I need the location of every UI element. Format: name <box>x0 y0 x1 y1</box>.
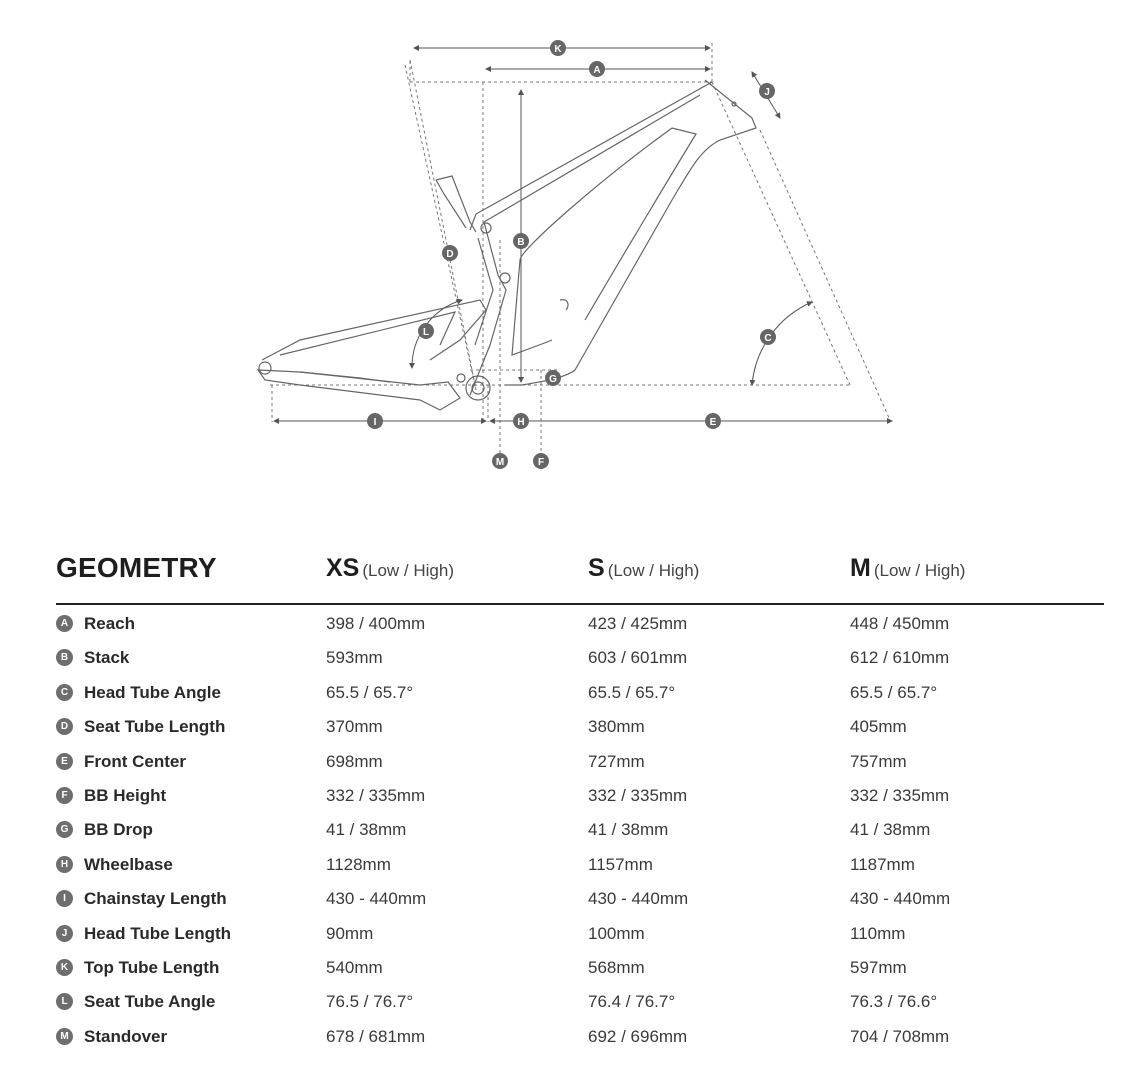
value-m: 448 / 450mm <box>850 614 950 633</box>
value-s: 727mm <box>588 751 645 771</box>
value-xs: 1128mm <box>326 854 391 874</box>
value-s: 65.5 / 65.7° <box>588 682 676 702</box>
row-label: Top Tube Length <box>84 957 220 977</box>
row-label: Stack <box>84 648 130 668</box>
row-label: Standover <box>84 1026 168 1046</box>
row-label: Chainstay Length <box>84 889 227 909</box>
row-label: BB Height <box>84 785 167 805</box>
table-row <box>56 812 1104 846</box>
letter-badge: L <box>56 993 73 1010</box>
value-s: 100mm <box>588 923 645 943</box>
table-row <box>56 606 1104 640</box>
value-m: 332 / 335mm <box>850 785 950 805</box>
marker-k <box>550 40 566 56</box>
value-xs: 41 / 38mm <box>326 820 407 840</box>
letter-badge: E <box>56 753 73 770</box>
letter-badge: A <box>56 615 73 632</box>
table-row <box>56 881 1104 915</box>
value-m: 704 / 708mm <box>850 1026 950 1046</box>
size-name: S <box>588 554 605 582</box>
marker-m <box>492 453 508 469</box>
letter-badge: D <box>56 718 73 735</box>
svg-text:M: M <box>495 457 505 468</box>
value-xs: 65.5 / 65.7° <box>326 682 414 702</box>
value-s: 380mm <box>588 717 645 737</box>
letter-badge: I <box>56 890 73 907</box>
value-s: 1157mm <box>588 854 653 874</box>
table-row <box>56 709 1104 743</box>
value-m: 1187mm <box>850 854 915 874</box>
geometry-table <box>56 606 1104 1053</box>
letter-badge: B <box>56 649 73 666</box>
row-label: Head Tube Angle <box>84 682 221 702</box>
value-xs: 678 / 681mm <box>326 1026 426 1046</box>
value-s: 76.4 / 76.7° <box>588 992 676 1012</box>
marker-a <box>589 61 605 77</box>
marker-g <box>545 370 561 386</box>
row-label: Front Center <box>84 751 186 771</box>
value-s: 568mm <box>588 957 645 977</box>
size-name: M <box>850 554 871 582</box>
marker-b <box>513 233 529 249</box>
geometry-table-header <box>56 552 1104 604</box>
frame-drawing <box>0 0 1134 500</box>
row-label: Reach <box>84 614 136 633</box>
value-s: 332 / 335mm <box>588 785 688 805</box>
size-header-m <box>850 554 965 583</box>
svg-text:A: A <box>593 65 601 76</box>
value-s: 603 / 601mm <box>588 648 688 668</box>
table-row <box>56 744 1104 778</box>
size-name: XS <box>326 554 360 582</box>
svg-text:H: H <box>517 417 525 428</box>
letter-badge: J <box>56 925 73 942</box>
bike-geometry-diagram <box>0 0 1134 500</box>
geometry-title: GEOMETRY <box>56 552 217 583</box>
svg-text:F: F <box>537 457 545 468</box>
letter-badge: H <box>56 856 73 873</box>
marker-j <box>759 83 775 99</box>
size-header-xs <box>326 554 454 583</box>
row-label: Head Tube Length <box>84 923 232 943</box>
dimension-lines <box>274 48 892 421</box>
marker-c <box>760 329 776 345</box>
value-s: 423 / 425mm <box>588 614 688 633</box>
value-m: 405mm <box>850 717 907 737</box>
letter-badge: F <box>56 787 73 804</box>
value-s: 41 / 38mm <box>588 820 669 840</box>
value-xs: 370mm <box>326 717 383 737</box>
value-xs: 90mm <box>326 923 374 943</box>
svg-text:K: K <box>554 44 562 55</box>
row-label: BB Drop <box>84 820 153 840</box>
size-note: (Low / High) <box>607 561 700 580</box>
svg-text:J: J <box>764 87 770 98</box>
svg-text:D: D <box>446 249 454 260</box>
letter-badge: C <box>56 684 73 701</box>
value-m: 65.5 / 65.7° <box>850 682 938 702</box>
marker-h <box>513 413 529 429</box>
size-note: (Low / High) <box>362 561 454 580</box>
svg-text:G: G <box>549 374 557 385</box>
table-row <box>56 778 1104 812</box>
table-row <box>56 640 1104 674</box>
value-xs: 76.5 / 76.7° <box>326 992 414 1012</box>
marker-f <box>533 453 549 469</box>
marker-e <box>705 413 721 429</box>
value-s: 430 - 440mm <box>588 889 689 909</box>
value-m: 612 / 610mm <box>850 648 950 668</box>
letter-badge: K <box>56 959 73 976</box>
value-xs: 398 / 400mm <box>326 614 426 633</box>
table-row <box>56 1019 1104 1053</box>
svg-text:C: C <box>764 333 772 344</box>
marker-l <box>418 323 434 339</box>
value-m: 597mm <box>850 957 907 977</box>
value-xs: 430 - 440mm <box>326 889 427 909</box>
value-xs: 332 / 335mm <box>326 785 426 805</box>
value-xs: 698mm <box>326 751 383 771</box>
value-m: 76.3 / 76.6° <box>850 992 938 1012</box>
size-note: (Low / High) <box>873 561 966 580</box>
letter-badge: G <box>56 821 73 838</box>
svg-text:B: B <box>517 237 525 248</box>
value-m: 41 / 38mm <box>850 820 931 840</box>
svg-text:I: I <box>373 417 377 428</box>
row-label: Seat Tube Length <box>84 717 226 737</box>
value-xs: 540mm <box>326 957 383 977</box>
table-row <box>56 675 1104 709</box>
row-label: Seat Tube Angle <box>84 992 216 1012</box>
frame-outline <box>258 80 756 410</box>
header-divider <box>56 603 1104 605</box>
table-row <box>56 984 1104 1018</box>
letter-badge: M <box>56 1028 73 1045</box>
table-row <box>56 916 1104 950</box>
marker-i <box>367 413 383 429</box>
value-m: 430 - 440mm <box>850 889 951 909</box>
row-label: Wheelbase <box>84 854 173 874</box>
svg-text:E: E <box>709 417 717 428</box>
size-header-s <box>588 554 699 583</box>
svg-text:L: L <box>422 327 430 338</box>
marker-d <box>442 245 458 261</box>
value-xs: 593mm <box>326 648 383 668</box>
table-row <box>56 950 1104 984</box>
table-row <box>56 847 1104 881</box>
value-s: 692 / 696mm <box>588 1026 688 1046</box>
value-m: 110mm <box>850 923 906 943</box>
value-m: 757mm <box>850 751 907 771</box>
